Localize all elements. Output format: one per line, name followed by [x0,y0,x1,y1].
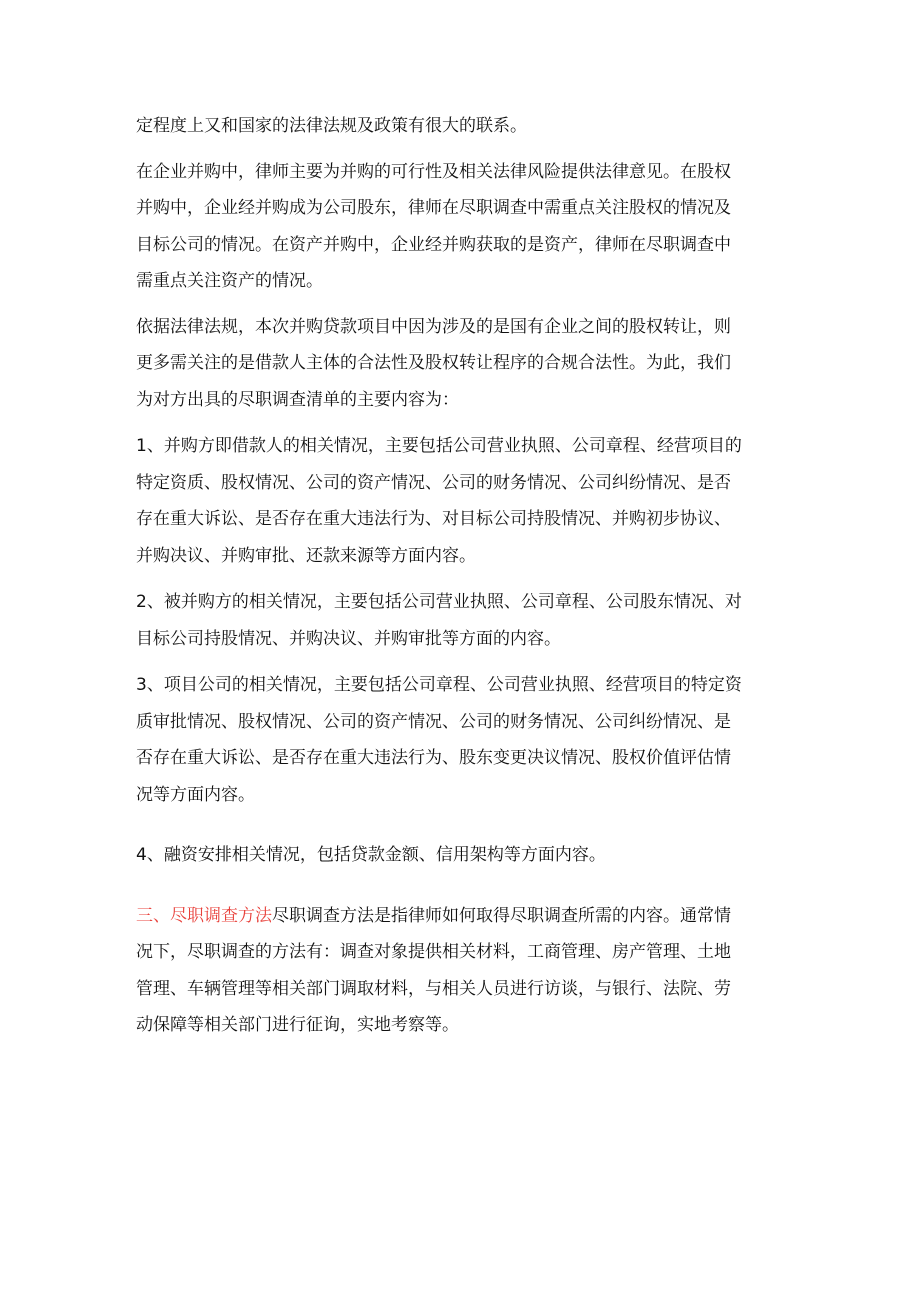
text-line: 质审批情况、股权情况、公司的资产情况、公司的财务情况、公司纠纷情况、是 [136,711,731,732]
document-page [136,108,798,1044]
text-line [136,898,798,935]
section-due-diligence-methods [136,898,798,1044]
text-line: 2、被并购方的相关情况，主要包括公司营业执照、公司章程、公司股东情况、对 [136,592,742,612]
list-item-financing [136,837,798,874]
text-line: 特定资质、股权情况、公司的资产情况、公司的财务情况、公司纠纷情况、是否 [136,472,731,493]
text-line: 否存在重大诉讼、是否存在重大违法行为、股东变更决议情况、股权价值评估情 [136,748,731,768]
list-item-target [136,584,798,657]
text-line: 并购中，企业经并购成为公司股东，律师在尽职调查中需重点关注股权的情况及 [136,198,731,218]
text-line: 为对方出具的尽职调查清单的主要内容为： [136,389,459,410]
text-line: 需重点关注资产的情况。 [136,271,323,291]
text-line: 1、并购方即借款人的相关情况，主要包括公司营业执照、公司章程、经营项目的 [136,436,742,456]
paragraph-legal-basis [136,309,798,419]
text-line: 4、融资安排相关情况，包括贷款金额、信用架构等方面内容。 [136,845,606,865]
text-line: 定程度上又和国家的法律法规及政策有很大的联系。 [136,116,527,136]
text-line: 况等方面内容。 [136,784,255,805]
text-line: 3、项目公司的相关情况，主要包括公司章程、公司营业执照、经营项目的特定资 [136,675,742,695]
text-line: 存在重大诉讼、是否存在重大违法行为、对目标公司持股情况、并购初步协议、 [136,509,731,529]
text-line: 更多需关注的是借款人主体的合法性及股权转让程序的合规合法性。为此，我们 [136,353,731,373]
text-line: 依据法律法规，本次并购贷款项目中因为涉及的是国有企业之间的股权转让，则 [136,316,731,337]
text-line: 况下，尽职调查的方法有：调查对象提供相关材料，工商管理、房产管理、土地 [136,942,731,962]
text-line: 目标公司的情况。在资产并购中，企业经并购获取的是资产，律师在尽职调查中 [136,234,731,255]
section-heading: 三、尽职调查方法 [136,905,272,926]
text-line: 并购决议、并购审批、还款来源等方面内容。 [136,545,476,566]
paragraph-lawyer-role [136,154,798,300]
text-line: 动保障等相关部门进行征询，实地考察等。 [136,1015,459,1035]
paragraph-policy-link [136,108,798,145]
text-line: 管理、车辆管理等相关部门调取材料，与相关人员进行访谈，与银行、法院、劳 [136,978,731,999]
text-line: 目标公司持股情况、并购决议、并购审批等方面的内容。 [136,628,561,649]
section-heading-rest: 尽职调查方法是指律师如何取得尽职调查所需的内容。通常情 [272,905,731,926]
list-item-acquirer [136,428,798,574]
list-item-project-company [136,667,798,813]
text-line: 在企业并购中，律师主要为并购的可行性及相关法律风险提供法律意见。在股权 [136,161,731,182]
